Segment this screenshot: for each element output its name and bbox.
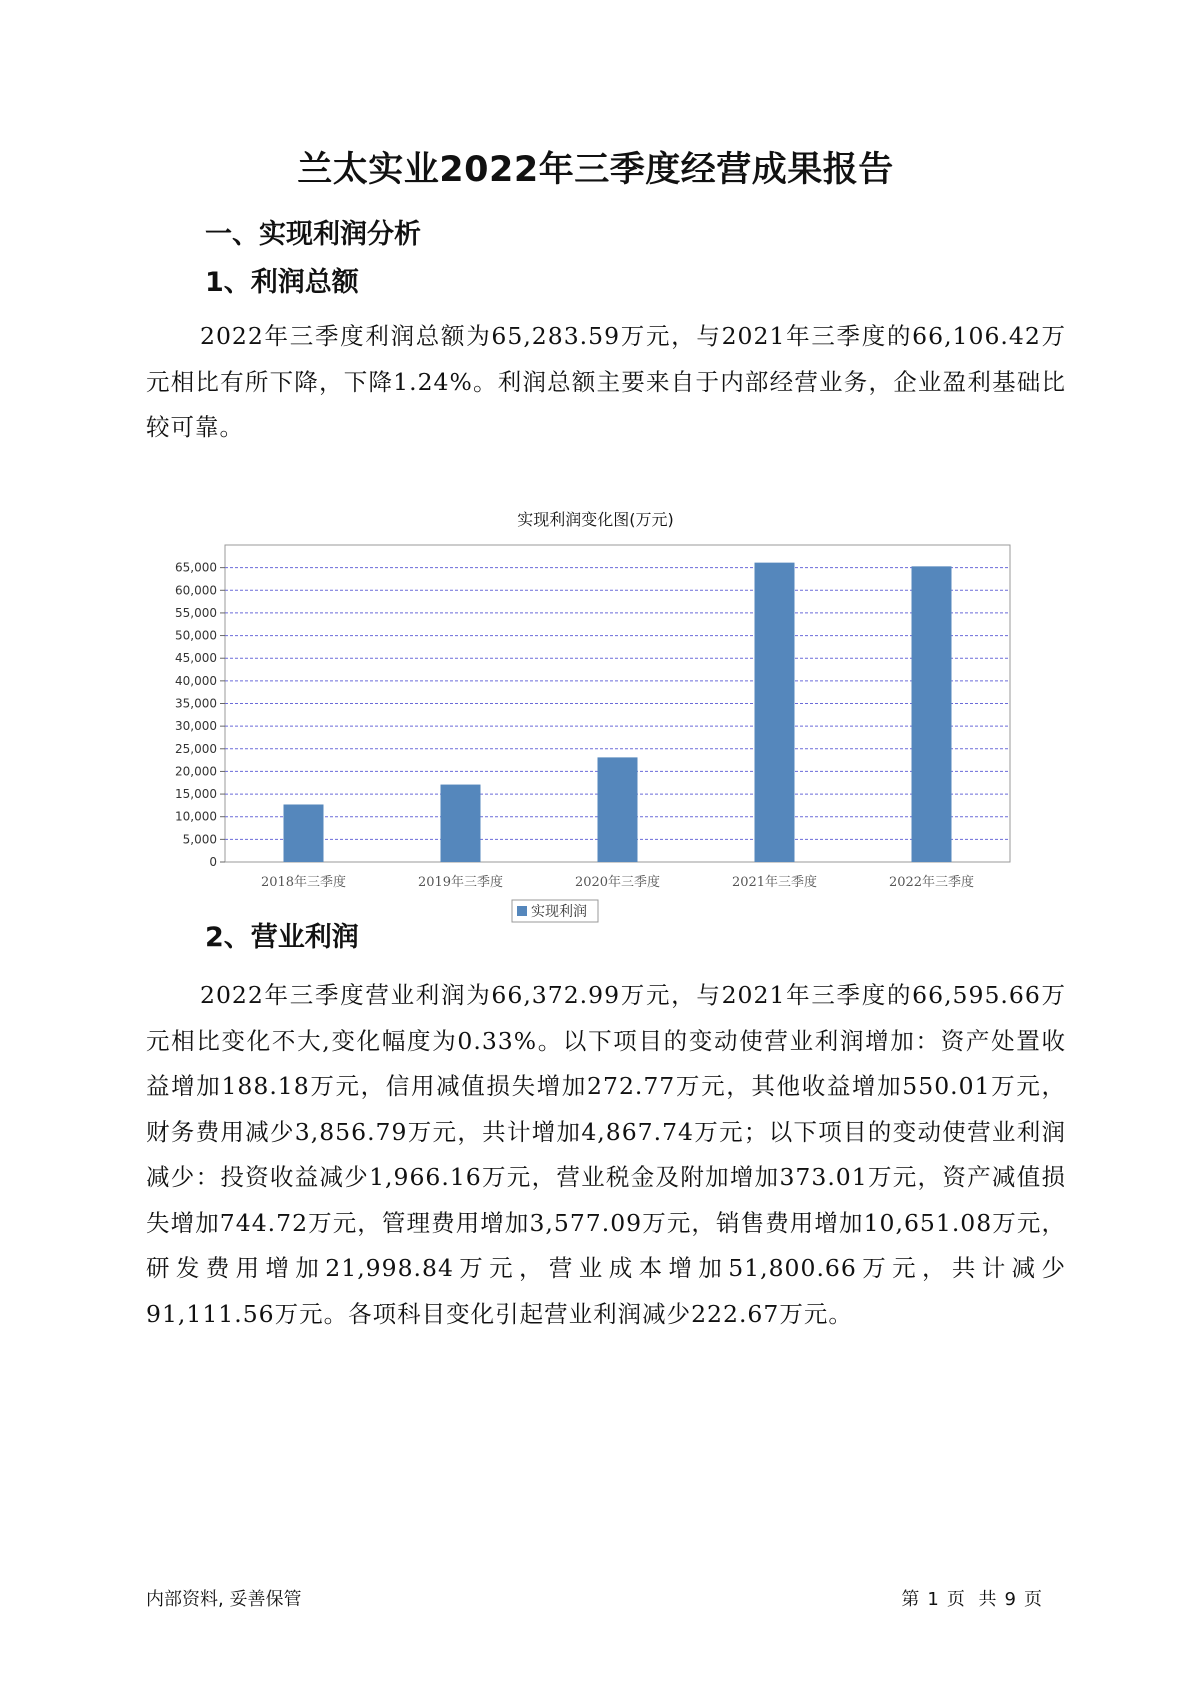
x-tick-label: 2021年三季度 [731,875,818,890]
bar [598,757,638,862]
total-profit-paragraph: 2022年三季度利润总额为65,283.59万元，与2021年三季度的66,106.42万元相比有所下降，下降1.24%。利润总额主要来自于内部经营业务，企业盈利基础比较可靠。 [146,322,1066,441]
y-tick-label: 65,000 [175,560,217,575]
y-tick-label: 20,000 [175,764,217,779]
page-number: 1 [927,1589,939,1610]
total-pages: 9 [1004,1589,1016,1610]
page-prefix: 第 [901,1589,920,1610]
x-tick-label: 2019年三季度 [417,875,504,890]
x-tick-label: 2018年三季度 [260,875,347,890]
section-heading: 一、实现利润分析 [205,219,421,250]
y-tick-label: 15,000 [175,787,217,802]
x-tick-label: 2022年三季度 [888,875,975,890]
bar [284,804,324,862]
y-tick-label: 25,000 [175,741,217,756]
y-tick-label: 40,000 [175,673,217,688]
page-indicator [897,1585,1046,1611]
footer-confidential-note: 内部资料, 妥善保管 [146,1589,302,1610]
y-tick-label: 45,000 [175,651,217,666]
total-prefix: 共 [978,1589,997,1610]
subsection-heading-operating-profit: 2、营业利润 [205,922,359,953]
profit-bar-chart [160,535,1030,945]
y-tick-label: 60,000 [175,583,217,598]
chart-title: 实现利润变化图(万元) [517,510,674,529]
operating-profit-paragraph: 2022年三季度营业利润为66,372.99万元，与2021年三季度的66,595.66万元相比变化不大,变化幅度为0.33%。以下项目的变动使营业利润增加：资产处置收益增加188.18万元，信用减值损失增加272.77万元，其他收益增加550.01万元，财务费用减少3,856.79万元，共计增加4,867.74万元；以下项目的变动使营业利润减少：投资收益减少1,966.16万元，营业税金及附加增加373.01万元，资产减值损失增加744.72万元，管理费用增加3,577.09万元，销售费用增加10,651.08万元，研发费用增加21,998.84万元，营业成本增加51,800.66万元，共计减少91,111.56万元。各项科目变化引起营业利润减少222.67万元。 [146,981,1066,1328]
bar [755,563,795,862]
y-tick-label: 30,000 [175,719,217,734]
y-tick-label: 55,000 [175,605,217,620]
bar [912,566,952,862]
y-tick-label: 50,000 [175,628,217,643]
subsection-heading-total-profit: 1、利润总额 [205,267,359,298]
legend-label: 实现利润 [531,904,587,920]
y-tick-label: 10,000 [175,809,217,824]
page-label: 页 [946,1589,965,1610]
y-tick-label: 35,000 [175,696,217,711]
document-title: 兰太实业2022年三季度经营成果报告 [297,150,894,190]
total-label: 页 [1024,1589,1042,1610]
legend-swatch [517,906,527,916]
y-tick-label: 5,000 [182,832,217,847]
x-tick-label: 2020年三季度 [574,875,661,890]
y-tick-label: 0 [209,855,217,869]
bar [441,785,481,862]
